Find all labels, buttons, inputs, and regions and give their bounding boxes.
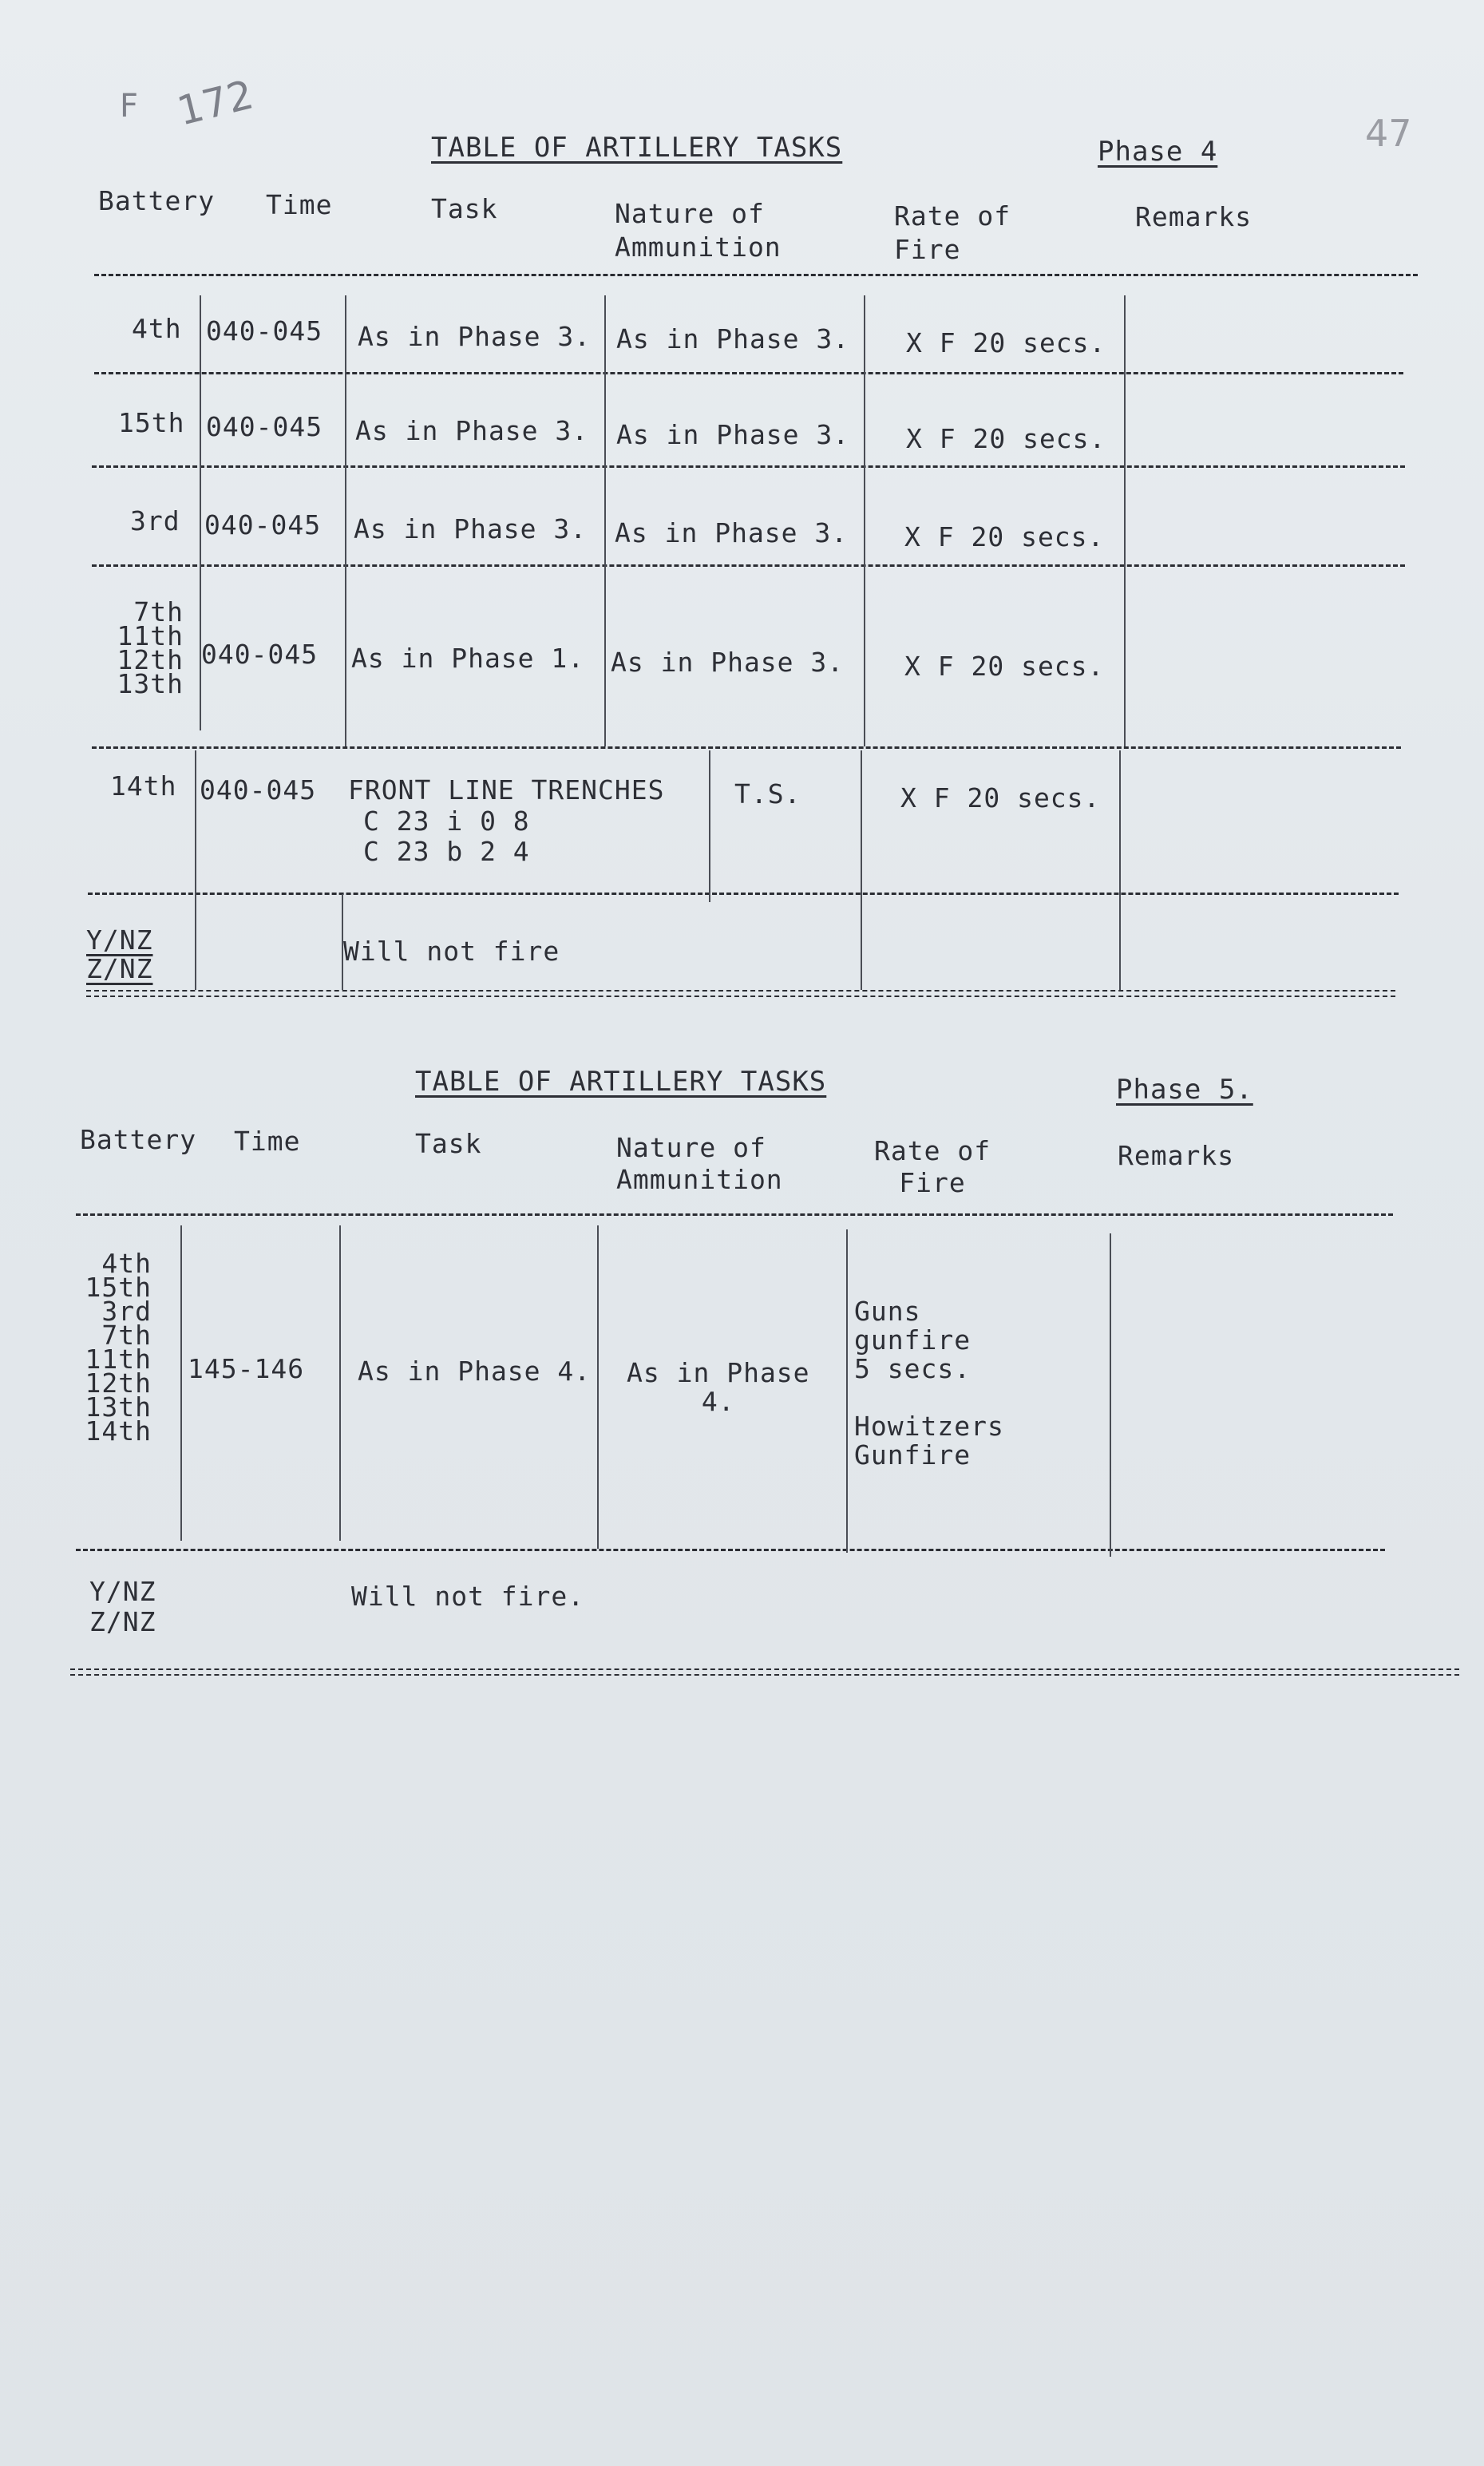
table4-time-cell: 040-045 [206,315,323,346]
table4-rule [92,465,1405,468]
folio-number: 172 [172,71,259,135]
table4-rate-cell: X F 20 secs. [906,423,1106,454]
table4-time-cell: 040-045 [204,509,322,540]
table4-rate-cell: X F 20 secs. [904,651,1105,682]
table5-rule [76,1213,1393,1216]
table4-rate-cell: X F 20 secs. [900,782,1101,813]
table4-header-battery: Battery [98,185,216,216]
table4-rule [94,372,1403,374]
table4-rule [92,746,1401,749]
table5-battery-cell: 4th 15th 3rd 7th 11th 12th 13th 14th [85,1248,152,1447]
table4-double-rule [86,990,1395,997]
table4-header-task: Task [431,193,498,224]
table5-col-divider [1110,1233,1111,1557]
table5-battery-cell: Y/NZ Z/NZ [89,1576,156,1637]
table4-battery-cell: 15th [118,407,185,438]
table5-col-divider [846,1229,848,1553]
table4-col-divider [195,750,196,990]
table5-title: TABLE OF ARTILLERY TASKS [415,1066,827,1098]
table4-task-subcell: C 23 i 0 8 C 23 b 2 4 [363,806,530,867]
table4-task-cell: FRONT LINE TRENCHES [348,774,665,806]
table4-task-cell: Will not fire [343,936,560,967]
table5-col-divider [339,1225,341,1541]
table4-header-nature: Nature of Ammunition [615,198,782,263]
table4-rule [92,564,1405,567]
table4-battery-cell: 14th [110,770,177,802]
table5-header-battery: Battery [80,1124,197,1155]
table4-rate-cell: X F 20 secs. [906,327,1106,358]
table5-header-rate: Rate of Fire [874,1135,991,1198]
table4-battery-cell: Y/NZ Z/NZ [86,924,153,984]
table4-task-cell: As in Phase 3. [355,415,589,446]
table4-col-divider [1119,750,1121,990]
table5-rate-cell: Guns gunfire 5 secs. Howitzers Gunfire [854,1296,1004,1470]
table4-col-divider [345,295,346,746]
table4-time-cell: 040-045 [206,411,323,442]
folio-prefix: F [120,88,139,125]
table5-task-cell: As in Phase 4. [358,1356,592,1387]
page-number: 47 [1365,112,1412,155]
table5-header-task: Task [415,1128,482,1159]
table4-nature-cell: As in Phase 3. [611,647,845,678]
table4-time-cell: 040-045 [200,774,317,806]
table5-col-divider [180,1225,182,1541]
table4-task-cell: As in Phase 3. [358,321,592,352]
table4-battery-cell: 4th [132,313,182,344]
table4-col-divider [861,750,862,990]
table5-double-rule [70,1668,1459,1676]
table5-header-remarks: Remarks [1118,1140,1235,1171]
table4-nature-cell: As in Phase 3. [616,419,850,450]
table4-rule [88,893,1399,895]
table4-task-cell: As in Phase 1. [351,643,585,674]
table5-rule [76,1549,1385,1551]
table4-battery-cell: 7th 11th 12th 13th [117,596,184,699]
table4-col-divider [1124,295,1126,746]
table4-battery-cell: 3rd [130,505,180,536]
table4-nature-cell: As in Phase 3. [615,517,849,548]
table4-phase: Phase 4 [1098,136,1218,168]
table5-nature-cell: As in Phase 4. [627,1357,810,1417]
table4-col-divider [709,750,710,902]
table4-header-remarks: Remarks [1135,201,1252,232]
table4-time-cell: 040-045 [201,639,319,670]
table4-task-cell: As in Phase 3. [354,513,588,544]
table4-col-divider [604,295,606,746]
table5-col-divider [597,1225,599,1549]
table4-nature-cell: As in Phase 3. [616,323,850,354]
table5-task-cell: Will not fire. [351,1581,585,1612]
table4-header-rate: Rate of Fire [894,200,1011,265]
table5-time-cell: 145-146 [188,1353,305,1384]
table4-col-divider [864,295,865,746]
table4-rate-cell: X F 20 secs. [904,521,1105,552]
table5-phase: Phase 5. [1116,1074,1253,1106]
table4-title: TABLE OF ARTILLERY TASKS [431,132,843,164]
table4-header-time: Time [266,189,333,220]
table4-rule [94,274,1418,276]
table4-nature-cell: T.S. [734,778,801,809]
table5-header-time: Time [234,1126,301,1157]
table5-header-nature: Nature of Ammunition [616,1132,783,1195]
